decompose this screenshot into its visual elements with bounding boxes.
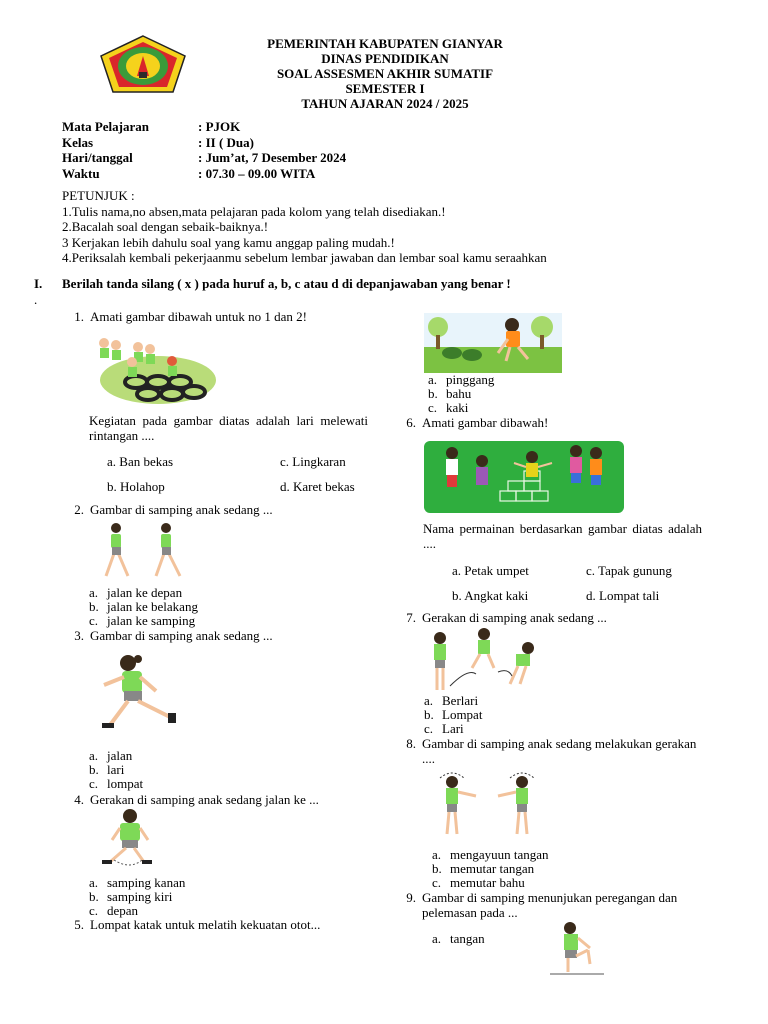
- instruction-item: 1.Tulis nama,no absen,mata pelajaran pada kolom yang telah disediakan.!: [62, 203, 446, 219]
- option[interactable]: a. Petak umpet: [452, 563, 529, 578]
- info-row: [62, 119, 346, 135]
- instruction-item: 4.Periksalah kembali pekerjaanmu sebelum lembar jawaban dan lembar soal kamu seraahkan: [62, 250, 547, 265]
- info-row: [62, 135, 346, 151]
- running-girl-illustration: [98, 653, 184, 733]
- info-value: : Jum’at, 7 Desember 2024: [198, 150, 347, 165]
- jumping-sequence-illustration: [428, 628, 544, 696]
- question-text: Gambar di samping anak sedang ...: [90, 502, 273, 517]
- option[interactable]: a. Ban bekas: [107, 454, 174, 469]
- instruction-item: 3 Kerjakan lebih dahulu soal yang kamu anggap paling mudah.!: [62, 234, 395, 250]
- option[interactable]: a. mengayuun tangan: [432, 847, 549, 862]
- stretching-boy-illustration: [548, 920, 606, 976]
- arm-swing-illustration: [436, 770, 540, 840]
- question-text: Amati gambar dibawah!: [422, 415, 549, 430]
- section-heading: [34, 276, 511, 292]
- option[interactable]: c. jalan ke samping: [89, 613, 196, 629]
- question-4: [62, 792, 319, 807]
- q2-options: [89, 586, 198, 629]
- question-1: [62, 309, 307, 324]
- exam-info: [62, 119, 346, 181]
- option[interactable]: c. memutar bahu: [432, 875, 525, 891]
- question-number: 8.: [406, 736, 416, 751]
- info-value: : PJOK: [198, 119, 241, 134]
- option[interactable]: b. memutar tangan: [432, 861, 535, 877]
- option[interactable]: b. bahu: [428, 386, 472, 402]
- option[interactable]: b. jalan ke belakang: [89, 599, 198, 615]
- header-line: TAHUN AJARAN 2024 / 2025: [301, 96, 469, 111]
- question-number: 4.: [74, 792, 84, 807]
- question-text: Gerakan di samping anak sedang ...: [422, 610, 607, 625]
- info-row: [62, 150, 346, 166]
- info-value: : II ( Dua): [198, 134, 254, 150]
- option[interactable]: a. jalan: [89, 748, 133, 763]
- option[interactable]: a. samping kanan: [89, 875, 186, 890]
- walking-children-illustration: [94, 522, 194, 584]
- question-7: [394, 610, 607, 625]
- option[interactable]: b. Angkat kaki: [452, 588, 529, 603]
- q4-options: [89, 876, 185, 919]
- question-number: 6.: [406, 415, 416, 430]
- info-key: Kelas: [62, 134, 94, 150]
- info-key: Hari/tanggal: [62, 150, 133, 165]
- option[interactable]: a. tangan: [432, 931, 485, 946]
- option[interactable]: c. Tapak gunung: [586, 563, 672, 578]
- option[interactable]: d. Lompat tali: [586, 588, 660, 603]
- question-number: 2.: [74, 502, 84, 517]
- instructions: [62, 188, 547, 266]
- option[interactable]: c. Lingkaran: [280, 454, 346, 469]
- stray-dot: .: [34, 292, 38, 307]
- option[interactable]: a. Berlari: [424, 693, 479, 708]
- question-5: [62, 917, 320, 932]
- header-line: PEMERINTAH KABUPATEN GIANYAR: [267, 36, 503, 51]
- q9-options: [432, 932, 485, 946]
- q7-options: [424, 694, 482, 737]
- side-walking-boy-illustration: [98, 808, 160, 868]
- question-text: Gambar di samping anak sedang ...: [90, 628, 273, 643]
- header-line: SOAL ASSESMEN AKHIR SUMATIF: [276, 66, 494, 81]
- question-number: 5.: [74, 917, 84, 932]
- question-number: 1.: [74, 309, 84, 324]
- header-line: DINAS PENDIDIKAN: [321, 51, 449, 66]
- option[interactable]: d. Karet bekas: [280, 479, 355, 494]
- info-key: Mata Pelajaran: [62, 119, 150, 134]
- option[interactable]: b. Holahop: [107, 479, 165, 494]
- question-number: 3.: [74, 628, 84, 643]
- section-number: I.: [34, 276, 43, 291]
- question-6-description: Nama permainan berdasarkan gambar diatas adalah ....: [423, 521, 702, 551]
- question-6: [394, 415, 548, 430]
- option[interactable]: b. Lompat: [424, 707, 483, 723]
- frog-jump-illustration: [424, 313, 562, 373]
- header-line: SEMESTER I: [345, 81, 425, 96]
- question-8: [394, 736, 724, 766]
- question-number: 7.: [406, 610, 416, 625]
- hopscotch-illustration: [424, 441, 624, 513]
- question-number: 9.: [406, 890, 416, 905]
- question-text: Amati gambar dibawah untuk no 1 dan 2!: [90, 309, 307, 324]
- question-text: Lompat katak untuk melatih kekuatan otot...: [90, 917, 321, 932]
- option[interactable]: c. Lari: [424, 721, 464, 737]
- gianyar-emblem-logo: [97, 34, 189, 96]
- info-row: [62, 166, 346, 182]
- instructions-title: PETUNJUK :: [62, 188, 135, 203]
- option[interactable]: c. depan: [89, 903, 139, 919]
- document-header: [210, 36, 560, 111]
- instruction-item: 2.Bacalah soal dengan sebaik-baiknya.!: [62, 219, 269, 234]
- question-1-description: Kegiatan pada gambar diatas adalah lari melewati rintangan ....: [89, 413, 368, 443]
- option[interactable]: a. pinggang: [428, 372, 495, 387]
- question-3: [62, 628, 273, 643]
- question-text: Gerakan di samping anak sedang jalan ke ...: [90, 792, 319, 807]
- option[interactable]: a. jalan ke depan: [89, 585, 183, 600]
- question-text: Gambar di samping menunjukan peregangan dan pelemasan pada ...: [422, 890, 678, 920]
- question-2: [62, 502, 273, 517]
- q5-options: [428, 373, 494, 416]
- tires-obstacle-illustration: [88, 334, 216, 406]
- q8-options: [432, 848, 549, 891]
- option[interactable]: b. lari: [89, 762, 125, 778]
- question-text: Gambar di samping anak sedang melakukan gerakan ....: [422, 736, 697, 766]
- info-key: Waktu: [62, 165, 100, 181]
- section-text: Berilah tanda silang ( x ) pada huruf a, b, c atau d di depanjawaban yang benar !: [62, 276, 511, 291]
- option[interactable]: c. kaki: [428, 400, 469, 416]
- option[interactable]: b. samping kiri: [89, 889, 173, 905]
- q3-options: [89, 749, 143, 792]
- info-value: : 07.30 – 09.00 WITA: [198, 165, 316, 181]
- option[interactable]: c. lompat: [89, 776, 144, 792]
- question-9: [394, 890, 724, 920]
